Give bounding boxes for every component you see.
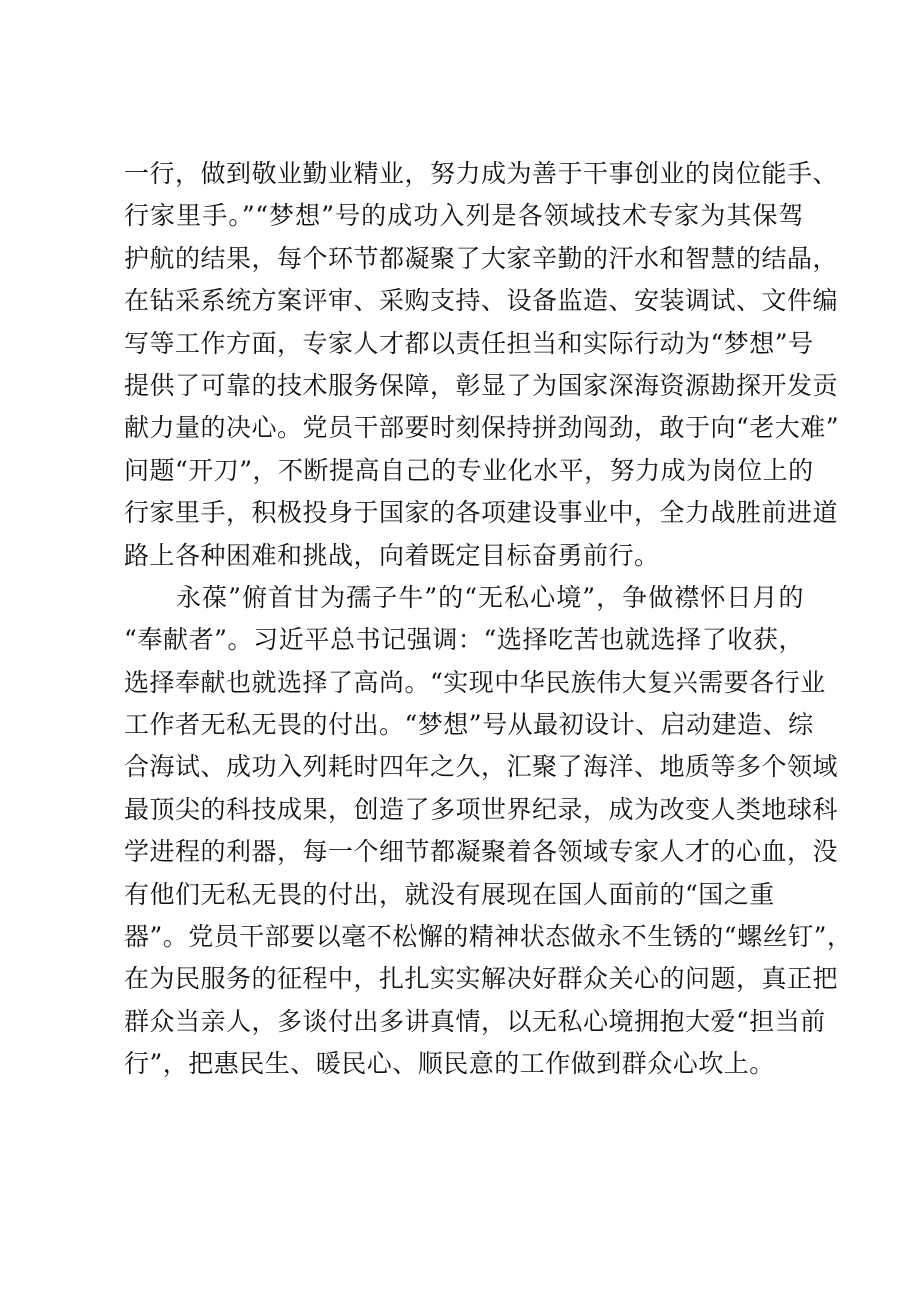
document-body (124, 153, 853, 1086)
text-line: 在为民服务的征程中，扎扎实实解决好群众关心的问题，真正把 (124, 964, 839, 994)
text-line: 有他们无私无畏的付出，就没有展现在国人面前的“国之重 (124, 879, 775, 909)
text-line: 行”，把惠民生、暖民心、顺民意的工作做到群众心坎上。 (124, 1049, 775, 1079)
text-line: 行家里手，积极投身于国家的各项建设事业中，全力战胜前进道 (124, 498, 839, 528)
text-line: 在钻采系统方案评审、采购支持、设备监造、安装调试、文件编 (124, 286, 839, 316)
text-line: 永葆”俯首甘为孺子牛”的“无私心境”，争做襟怀日月的 (176, 582, 804, 612)
text-line: 学进程的利器，每一个细节都凝聚着各领域专家人才的心血，没 (124, 837, 839, 867)
text-line: 路上各种困难和挑战，向着既定目标奋勇前行。 (124, 540, 660, 570)
paragraph-1 (124, 153, 840, 577)
text-line: 群众当亲人，多谈付出多讲真情，以无私心境拥抱大爱“担当前 (124, 1006, 826, 1036)
text-line: 写等工作方面，专家人才都以责任担当和实际行动为“梦想”号 (124, 328, 814, 358)
text-line: 工作者无私无畏的付出。“梦想”号从最初设计、启动建造、综 (124, 710, 814, 740)
text-line: 选择奉献也就选择了高尚。“实现中华民族伟大复兴需要各行业 (124, 667, 826, 697)
text-line: 护航的结果，每个环节都凝聚了大家辛勤的汗水和智慧的结晶， (124, 243, 839, 273)
text-line: 献力量的决心。党员干部要时刻保持拼劲闯劲，敢于向“老大难” (124, 413, 840, 443)
text-line: 问题“开刀”，不断提高自己的专业化水平，努力成为岗位上的 (124, 455, 814, 485)
text-line: 行家里手。”“梦想”号的成功入列是各领域技术专家为其保驾 (124, 201, 804, 231)
text-line: 最顶尖的科技成果，创造了多项世界纪录，成为改变人类地球科 (124, 794, 839, 824)
text-line: 合海试、成功入列耗时四年之久，汇聚了海洋、地质等多个领域 (124, 752, 839, 782)
text-line: 器”。党员干部要以毫不松懈的精神状态做永不生锈的“螺丝钉”， (124, 922, 853, 952)
text-line: 提供了可靠的技术服务保障，彰显了为国家深海资源勘探开发贡 (124, 370, 839, 400)
text-line: 一行，做到敬业勤业精业，努力成为善于干事创业的岗位能手、 (124, 159, 839, 188)
text-line: “奉献者”。习近平总书记强调：“选择吃苦也就选择了收获， (124, 625, 804, 655)
paragraph-2 (124, 577, 853, 1086)
